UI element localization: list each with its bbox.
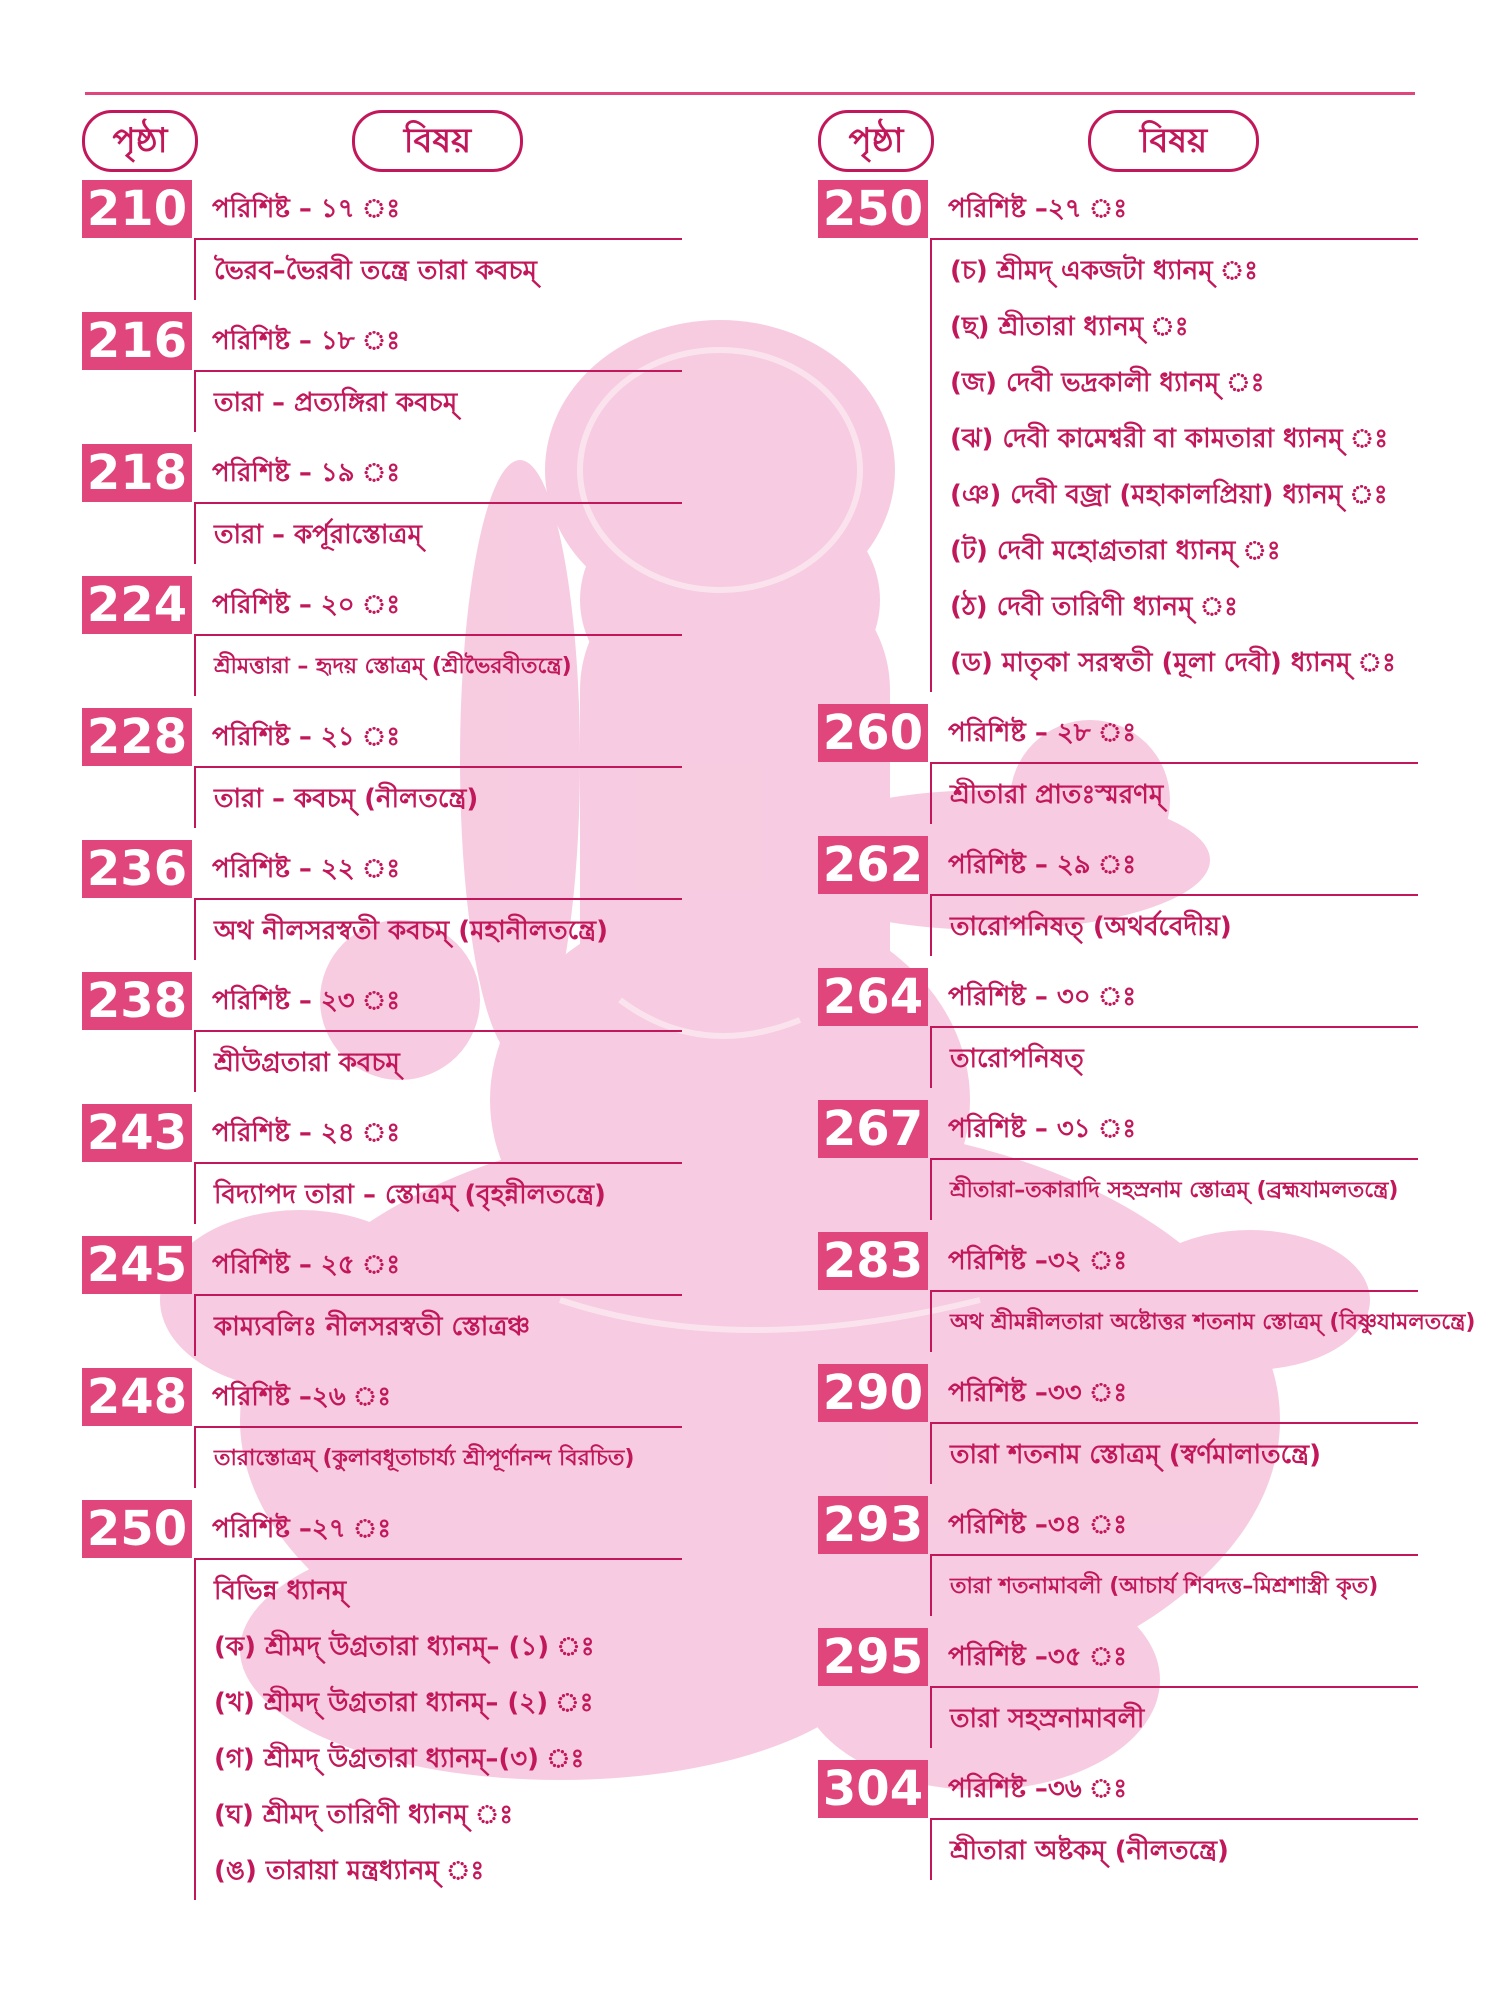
- appendix-heading: পরিশিষ্ট –৩৫ ঃ: [948, 1642, 1128, 1672]
- appendix-heading: পরিশিষ্ট – ১৭ ঃ: [212, 194, 401, 224]
- entry-bar: [930, 1818, 932, 1880]
- toc-entry: [818, 1364, 1418, 1496]
- heading-rule: [930, 894, 1418, 896]
- toc-entry: [82, 312, 682, 444]
- heading-rule: [194, 1558, 682, 1560]
- appendix-heading: পরিশিষ্ট – ২১ ঃ: [212, 722, 401, 752]
- entry-titles: [214, 512, 422, 568]
- heading-rule: [194, 238, 682, 240]
- toc-entry: [82, 1104, 682, 1236]
- entry-titles: [950, 1036, 1084, 1092]
- entry-titles: [950, 1168, 1398, 1224]
- topic-header-pill: বিষয়: [352, 110, 523, 172]
- entry-bar: [194, 1558, 196, 1900]
- entry-titles: [950, 1300, 1475, 1356]
- heading-rule: [194, 1030, 682, 1032]
- entry-titles: [950, 248, 1396, 696]
- heading-rule: [930, 1818, 1418, 1820]
- appendix-heading: পরিশিষ্ট –৩২ ঃ: [948, 1246, 1128, 1276]
- appendix-heading: পরিশিষ্ট – ২৯ ঃ: [948, 850, 1137, 880]
- page-header-pill: পৃষ্ঠা: [82, 110, 198, 172]
- top-rule: [85, 92, 1415, 95]
- heading-rule: [194, 1294, 682, 1296]
- appendix-heading: পরিশিষ্ট – ১৯ ঃ: [212, 458, 401, 488]
- entry-title: তারা – কর্পূরাস্তোত্রম্: [214, 520, 422, 550]
- toc-entry: [818, 704, 1418, 836]
- appendix-heading: পরিশিষ্ট – ২২ ঃ: [212, 854, 401, 884]
- entry-titles: [214, 1568, 595, 1904]
- entry-titles: [950, 1432, 1321, 1488]
- appendix-heading: পরিশিষ্ট – ২৪ ঃ: [212, 1118, 401, 1148]
- toc-entry: [818, 1100, 1418, 1232]
- appendix-heading: পরিশিষ্ট – ৩০ ঃ: [948, 982, 1137, 1012]
- heading-rule: [930, 238, 1418, 240]
- page-number: 262: [818, 836, 928, 894]
- entry-title: (ঘ) শ্রীমদ্ তারিণী ধ্যানম্ ঃ: [214, 1800, 514, 1830]
- heading-rule: [194, 898, 682, 900]
- entry-title: তারোপনিষত্: [950, 1044, 1084, 1074]
- entry-title: (ট) দেবী মহোগ্রতারা ধ্যানম্ ঃ: [950, 536, 1281, 566]
- entry-title: বিভিন্ন ধ্যানম্: [214, 1576, 347, 1606]
- entry-title: তারা শতনাম স্তোত্রম্ (স্বর্ণমালাতন্ত্রে): [950, 1440, 1321, 1470]
- page-number: 290: [818, 1364, 928, 1422]
- entry-title: (গ) শ্রীমদ্ উগ্রতারা ধ্যানম্–(৩) ঃ: [214, 1744, 585, 1774]
- entry-title: বিদ্যাপদ তারা – স্তোত্রম্ (বৃহন্নীলতন্ত্রে): [214, 1180, 606, 1210]
- heading-rule: [930, 1290, 1418, 1292]
- toc-entry: [818, 1496, 1418, 1628]
- entry-titles: [950, 904, 1232, 960]
- heading-rule: [194, 370, 682, 372]
- entry-titles: [214, 1436, 634, 1492]
- entry-title: (ঞ) দেবী বজ্রা (মহাকালপ্রিয়া) ধ্যানম্ ঃ: [950, 480, 1388, 510]
- heading-rule: [930, 762, 1418, 764]
- appendix-heading: পরিশিষ্ট – ২৩ ঃ: [212, 986, 401, 1016]
- toc-entry: [818, 968, 1418, 1100]
- appendix-heading: পরিশিষ্ট –২৭ ঃ: [212, 1514, 392, 1544]
- page-number: 238: [82, 972, 192, 1030]
- page-number: 216: [82, 312, 192, 370]
- entry-bar: [194, 502, 196, 564]
- entry-title: শ্রীউগ্রতারা কবচম্: [214, 1048, 400, 1078]
- column-header: [818, 110, 1418, 180]
- page-number: 304: [818, 1760, 928, 1818]
- entry-title: (চ) শ্রীমদ্ একজটা ধ্যানম্ ঃ: [950, 256, 1259, 286]
- entry-bar: [194, 634, 196, 696]
- heading-rule: [930, 1026, 1418, 1028]
- entry-title: (ছ) শ্রীতারা ধ্যানম্ ঃ: [950, 312, 1189, 342]
- page-number: 218: [82, 444, 192, 502]
- entry-bar: [930, 762, 932, 824]
- right-column: [818, 110, 1476, 1892]
- toc-entry: [82, 708, 682, 840]
- entry-titles: [214, 1304, 530, 1360]
- toc-entry: [82, 1368, 682, 1500]
- heading-rule: [194, 766, 682, 768]
- heading-rule: [930, 1422, 1418, 1424]
- entry-title: কাম্যবলিঃ নীলসরস্বতী স্তোত্রঞ্চ: [214, 1312, 531, 1342]
- entry-titles: [950, 1564, 1378, 1620]
- entry-bar: [194, 370, 196, 432]
- entry-title: ভৈরব–ভৈরবী তন্ত্রে তারা কবচম্: [214, 256, 537, 286]
- entry-bar: [194, 1162, 196, 1224]
- entry-bar: [194, 898, 196, 960]
- entry-bar: [930, 1554, 932, 1616]
- entry-titles: [950, 1696, 1144, 1752]
- entry-titles: [214, 1172, 606, 1228]
- toc-entry: [818, 1760, 1418, 1892]
- entry-bar: [930, 238, 932, 692]
- left-entries: [82, 180, 682, 1912]
- entry-titles: [950, 772, 1163, 828]
- toc-entry: [82, 972, 682, 1104]
- entry-title: অথ শ্রীমন্নীলতারা অষ্টোত্তর শতনাম স্তোত্রম্ (বিষ্ণুযামলতন্ত্রে): [950, 1310, 1476, 1335]
- toc-entry: [82, 1500, 682, 1912]
- toc-entry: [82, 840, 682, 972]
- heading-rule: [194, 1162, 682, 1164]
- entry-title: (ঠ) দেবী তারিণী ধ্যানম্ ঃ: [950, 592, 1238, 622]
- entry-title: (খ) শ্রীমদ্ উগ্রতারা ধ্যানম্– (২) ঃ: [214, 1688, 594, 1718]
- heading-rule: [194, 634, 682, 636]
- appendix-heading: পরিশিষ্ট –৩৩ ঃ: [948, 1378, 1128, 1408]
- entry-title: তারা – প্রত্যঙ্গিরা কবচম্: [214, 388, 458, 418]
- right-entries: [818, 180, 1476, 1892]
- page-number: 267: [818, 1100, 928, 1158]
- heading-rule: [194, 502, 682, 504]
- entry-bar: [930, 1686, 932, 1748]
- page-number: 264: [818, 968, 928, 1026]
- entry-titles: [214, 908, 608, 964]
- entry-title: (ঙ) তারায়া মন্ত্রধ্যানম্ ঃ: [214, 1856, 485, 1886]
- column-header: [82, 110, 682, 180]
- entry-bar: [194, 1030, 196, 1092]
- page-number: 236: [82, 840, 192, 898]
- page-number: 243: [82, 1104, 192, 1162]
- toc-entry: [82, 444, 682, 576]
- entry-title: তারা শতনামাবলী (আচার্য শিবদত্ত–মিশ্রশাস্ত্রী কৃত): [950, 1574, 1379, 1599]
- entry-title: (ড) মাতৃকা সরস্বতী (মূলা দেবী) ধ্যানম্ ঃ: [950, 648, 1396, 678]
- page-header-pill: পৃষ্ঠা: [818, 110, 934, 172]
- entry-titles: [214, 644, 572, 700]
- page-number: 295: [818, 1628, 928, 1686]
- heading-rule: [194, 1426, 682, 1428]
- page-number: 228: [82, 708, 192, 766]
- entry-bar: [930, 1158, 932, 1220]
- page-number: 260: [818, 704, 928, 762]
- entry-title: (ঝ) দেবী কামেশ্বরী বা কামতারা ধ্যানম্ ঃ: [950, 424, 1389, 454]
- heading-rule: [930, 1686, 1418, 1688]
- page-number: 250: [818, 180, 928, 238]
- entry-bar: [930, 1422, 932, 1484]
- entry-bar: [194, 1426, 196, 1488]
- entry-title: (ক) শ্রীমদ্ উগ্রতারা ধ্যানম্– (১) ঃ: [214, 1632, 595, 1662]
- entry-bar: [930, 1026, 932, 1088]
- heading-rule: [930, 1554, 1418, 1556]
- entry-titles: [214, 248, 537, 304]
- entry-bar: [194, 766, 196, 828]
- left-column: [82, 110, 682, 1912]
- entry-bar: [930, 1290, 932, 1352]
- entry-title: শ্রীতারা প্রাতঃস্মরণম্: [950, 780, 1164, 810]
- appendix-heading: পরিশিষ্ট – ২০ ঃ: [212, 590, 401, 620]
- entry-bar: [194, 238, 196, 300]
- page-number: 245: [82, 1236, 192, 1294]
- entry-title: তারা – কবচম্ (নীলতন্ত্রে): [214, 784, 479, 814]
- appendix-heading: পরিশিষ্ট –৩৬ ঃ: [948, 1774, 1128, 1804]
- page-number: 283: [818, 1232, 928, 1290]
- entry-title: তারাস্তোত্রম্ (কুলাবধূতাচার্য্য শ্রীপূর্ণানন্দ বিরচিত): [214, 1446, 635, 1471]
- entry-titles: [214, 776, 478, 832]
- entry-title: তারা সহস্রনামাবলী: [950, 1704, 1145, 1734]
- entry-title: শ্রীমত্তারা – হৃদয় স্তোত্রম্ (শ্রীভৈরবীতন্ত্রে): [214, 654, 572, 679]
- appendix-heading: পরিশিষ্ট – ২৮ ঃ: [948, 718, 1137, 748]
- appendix-heading: পরিশিষ্ট – ২৫ ঃ: [212, 1250, 401, 1280]
- page-number: 224: [82, 576, 192, 634]
- appendix-heading: পরিশিষ্ট –২৭ ঃ: [948, 194, 1128, 224]
- heading-rule: [930, 1158, 1418, 1160]
- topic-header-pill: বিষয়: [1088, 110, 1259, 172]
- page-number: 293: [818, 1496, 928, 1554]
- page-number: 250: [82, 1500, 192, 1558]
- entry-title: তারোপনিষত্ (অথর্ববেদীয়): [950, 912, 1232, 942]
- entry-bar: [194, 1294, 196, 1356]
- toc-entry: [82, 576, 682, 708]
- toc-entry: [82, 1236, 682, 1368]
- appendix-heading: পরিশিষ্ট –২৬ ঃ: [212, 1382, 392, 1412]
- toc-entry: [818, 836, 1418, 968]
- entry-title: শ্রীতারা অষ্টকম্ (নীলতন্ত্রে): [950, 1836, 1229, 1866]
- entry-title: (জ) দেবী ভদ্রকালী ধ্যানম্ ঃ: [950, 368, 1265, 398]
- entry-titles: [214, 1040, 400, 1096]
- appendix-heading: পরিশিষ্ট – ১৮ ঃ: [212, 326, 401, 356]
- toc-entry: [818, 1628, 1418, 1760]
- entry-title: শ্রীতারা–তকারাদি সহস্রনাম স্তোত্রম্ (ব্রহ্মযামলতন্ত্রে): [950, 1178, 1399, 1203]
- appendix-heading: পরিশিষ্ট –৩৪ ঃ: [948, 1510, 1128, 1540]
- toc-entry: [818, 1232, 1476, 1364]
- page-number: 210: [82, 180, 192, 238]
- entry-titles: [950, 1828, 1229, 1884]
- entry-title: অথ নীলসরস্বতী কবচম্ (মহানীলতন্ত্রে): [214, 916, 608, 946]
- toc-entry: [82, 180, 682, 312]
- entry-titles: [214, 380, 457, 436]
- entry-bar: [930, 894, 932, 956]
- page-number: 248: [82, 1368, 192, 1426]
- toc-entry: [818, 180, 1418, 704]
- appendix-heading: পরিশিষ্ট – ৩১ ঃ: [948, 1114, 1137, 1144]
